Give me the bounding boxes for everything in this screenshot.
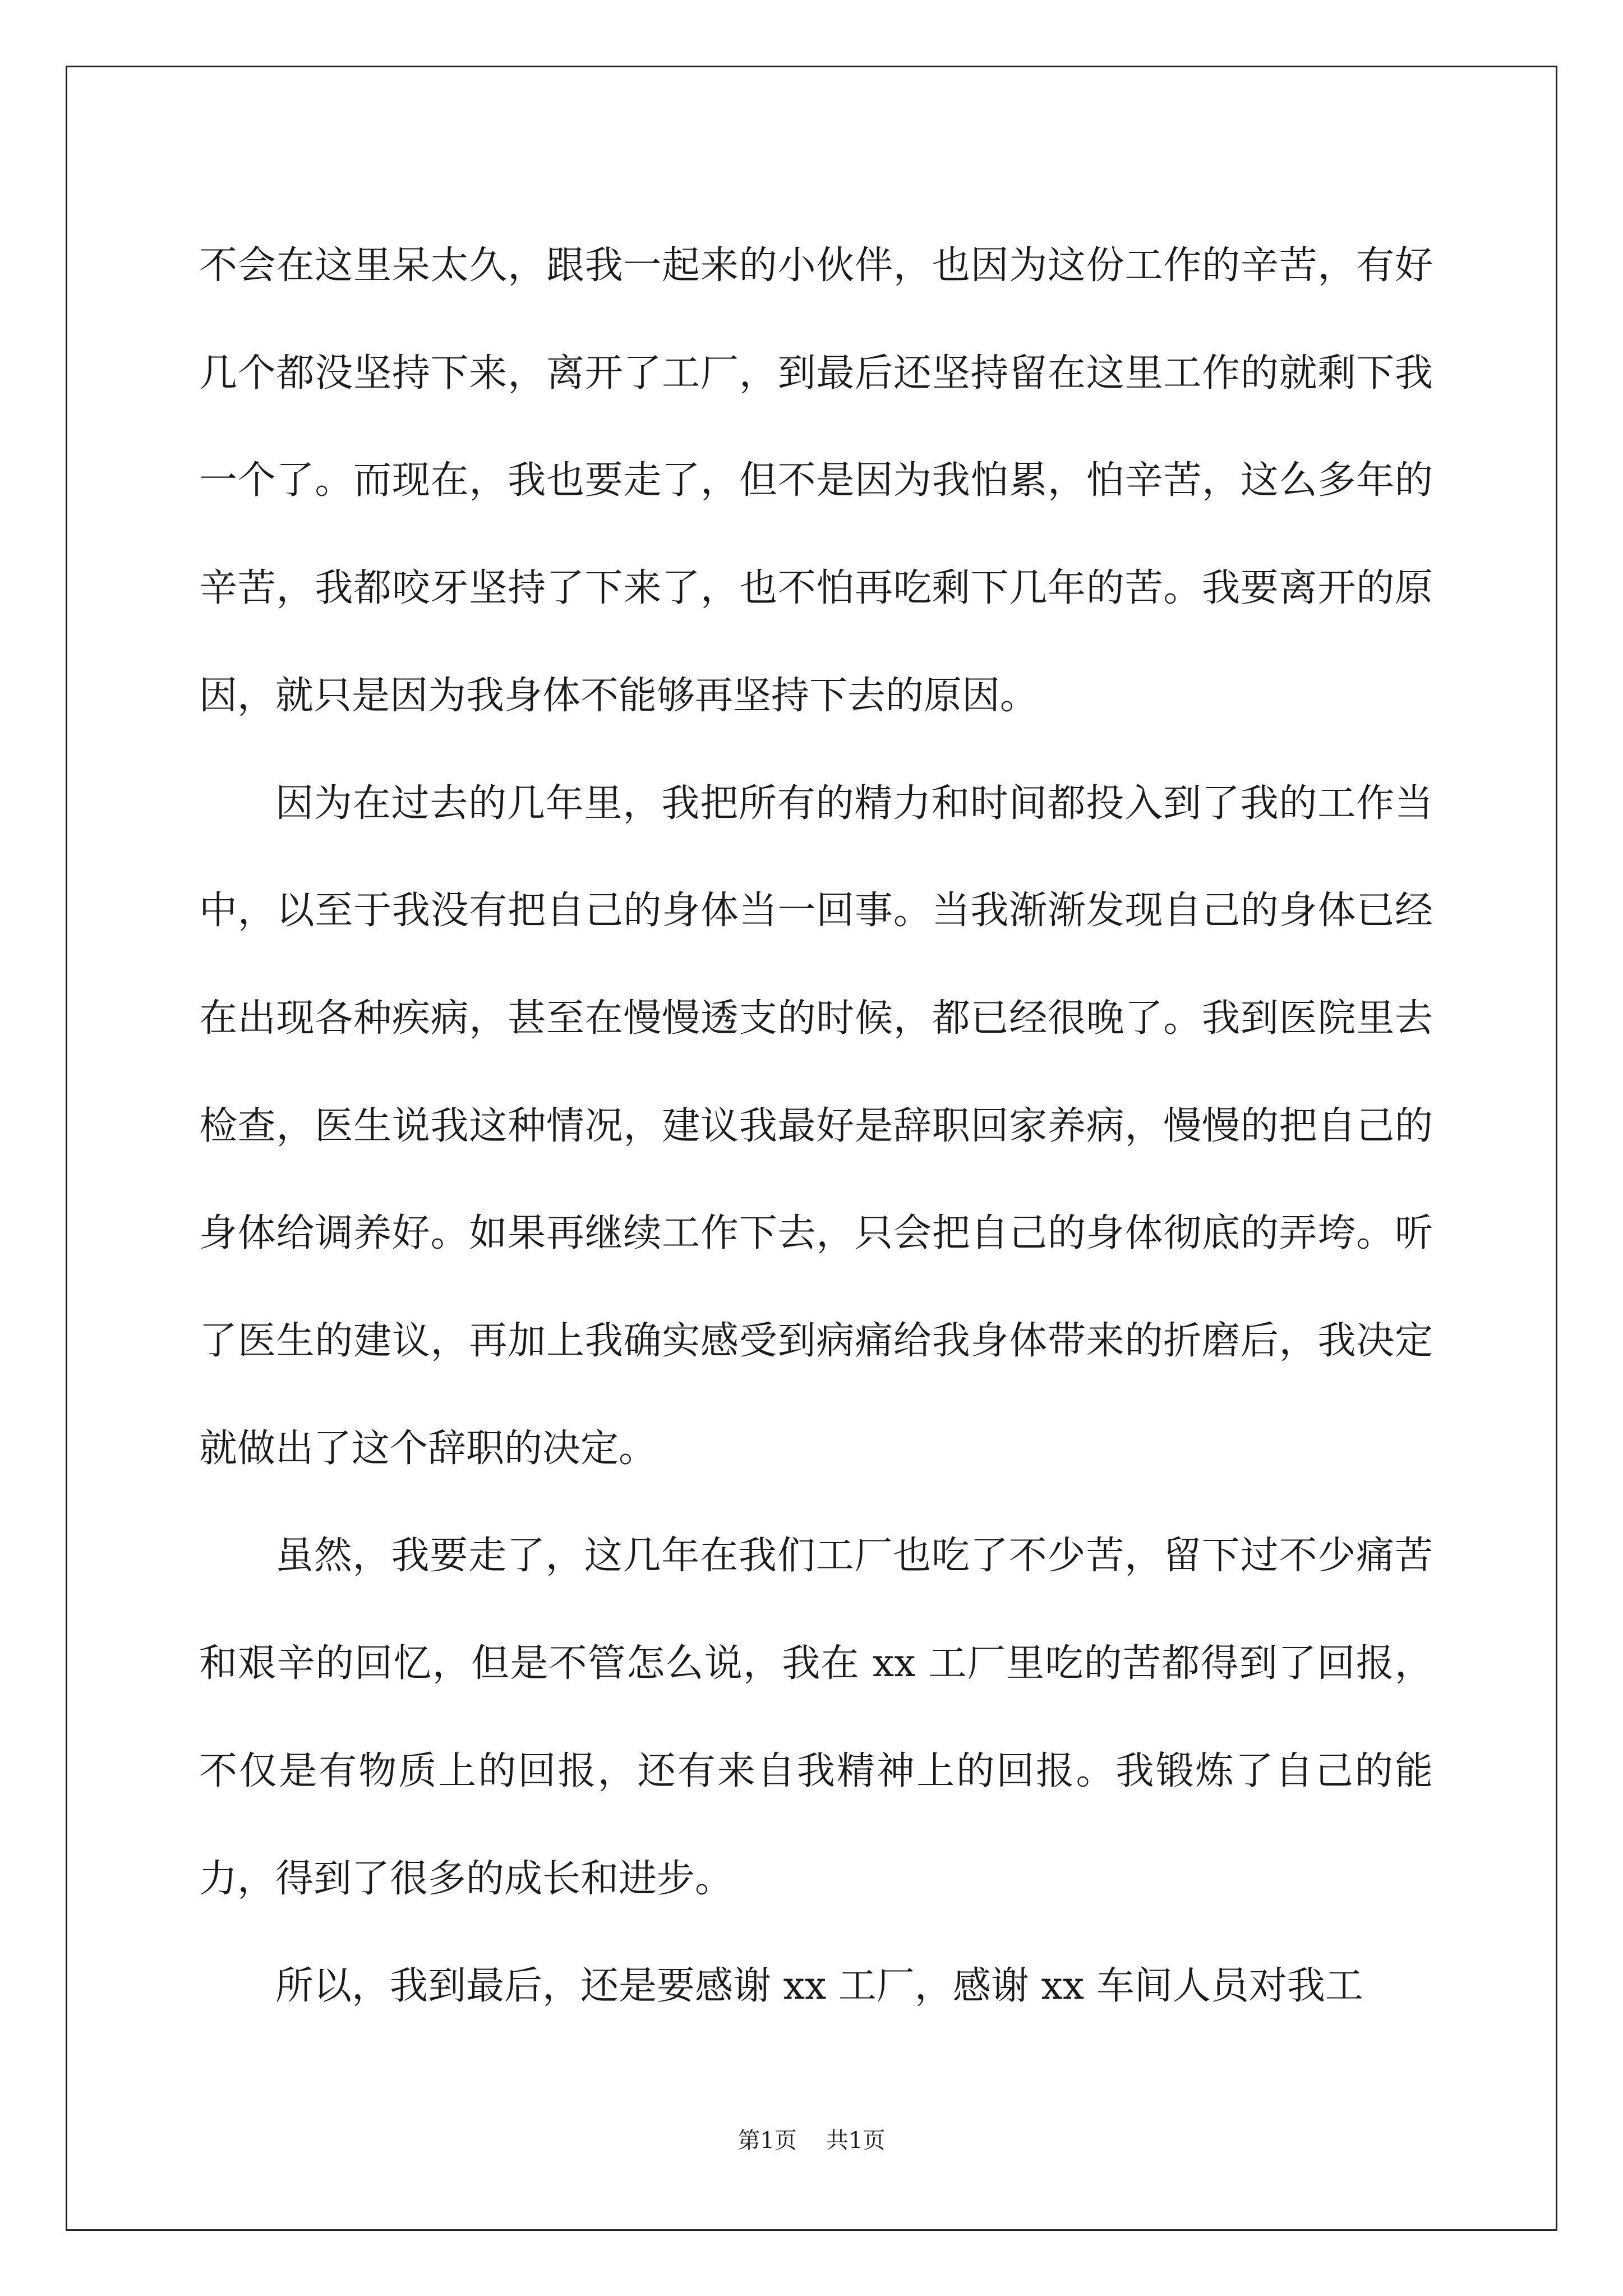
paragraph-2: 因为在过去的几年里，我把所有的精力和时间都投入到了我的工作当中，以至于我没有把自己的身体当一回事。当我渐渐发现自己的身体已经在出现各种疾病，甚至在慢慢透支的时候，都已经很晚了。我到医院里去检查，医生说我这种情况，建议我最好是辞职回家养病，慢慢的把自己的身体给调养好。如果再继续工作下去，只会把自己的身体彻底的弄垮。听了医生的建议，再加上我确实感受到病痛给我身体带来的折磨后，我决定就做出了这个辞职的决定。 [199, 781, 1433, 1471]
page-number-current: 第1页 [737, 2128, 797, 2154]
page-number-total: 共1页 [826, 2128, 886, 2154]
paragraph-1: 不会在这里呆太久，跟我一起来的小伙伴，也因为这份工作的辛苦，有好几个都没坚持下来，离开了工厂，到最后还坚持留在这里工作的就剩下我一个了。而现在，我也要走了，但不是因为我怕累，怕辛苦，这么多年的辛苦，我都咬牙坚持了下来了，也不怕再吃剩下几年的苦。我要离开的原因，就只是因为我身体不能够再坚持下去的原因。 [199, 243, 1433, 718]
document-body [199, 212, 1433, 2040]
page-footer [0, 2127, 1623, 2154]
paragraph-4: 所以，我到最后，还是要感谢 xx 工厂，感谢 xx 车间人员对我工 [275, 1964, 1363, 2009]
paragraph-3: 虽然，我要走了，这几年在我们工厂也吃了不少苦，留下过不少痛苦和艰辛的回忆，但是不管怎么说，我在 xx 工厂里吃的苦都得到了回报，不仅是有物质上的回报，还有来自我精神上的回报。我锻炼了自己的能力，得到了很多的成长和进步。 [199, 1534, 1433, 1901]
